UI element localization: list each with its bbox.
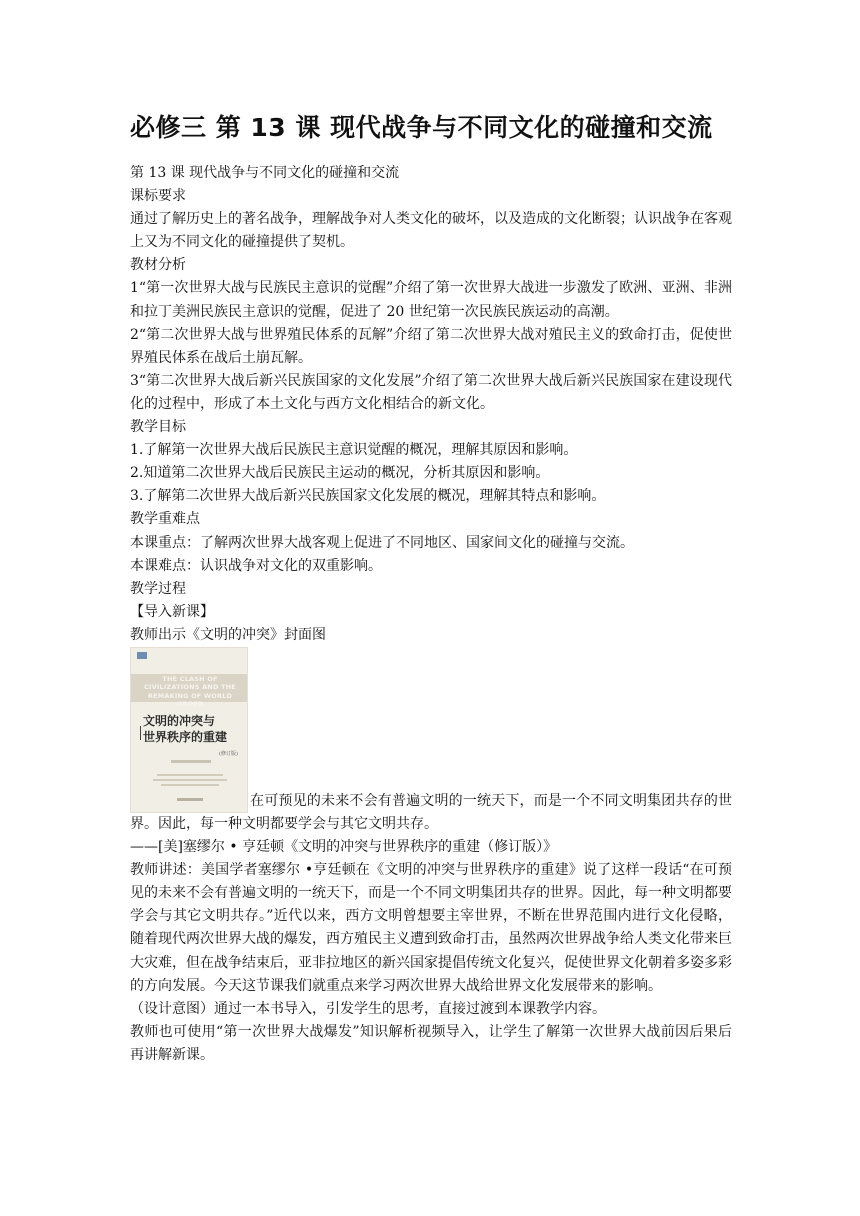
- book-cover-image: [130, 647, 248, 813]
- key-point-text: 本课重点：了解两次世界大战客观上促进了不同地区、国家间文化的碰撞与交流。: [130, 534, 634, 551]
- cover-blurb-line: [153, 779, 227, 781]
- cover-author-line: [171, 760, 211, 763]
- alternative-intro: 教师也可使用“第一次世界大战爆发”知识解析视频导入，让学生了解第一次世界大战前因后果后再讲解新课。: [130, 1023, 732, 1063]
- teacher-shows-cover: 教师出示《文明的冲突》封面图: [130, 626, 326, 643]
- cover-english-title: THE CLASH OF CIVILIZATIONS AND THE REMAKING OF WORLD ORDER: [144, 674, 236, 709]
- analysis-item-2: 2“第二次世界大战与世界殖民体系的瓦解”介绍了第二次世界大战对殖民主义的致命打击，促使世界殖民体系在战后土崩瓦解。: [130, 326, 732, 366]
- cover-blurb-line: [161, 784, 219, 786]
- analysis-item-3: 3“第二次世界大战后新兴民族国家的文化发展”介绍了第二次世界大战后新兴民族国家在建设现代化的过程中，形成了本土文化与西方文化相结合的新文化。: [130, 372, 732, 412]
- curriculum-text: 通过了解历史上的著名战争，理解战争对人类文化的破坏，以及造成的文化断裂；认识战争在客观上又为不同文化的碰撞提供了契机。: [130, 211, 732, 251]
- quote-text: 在可预见的未来不会有普遍文明的一统天下，而是一个不同文明集团共存的世界。因此，每一种文明都要学会与其它文明共存。: [130, 792, 732, 832]
- document-body: [130, 162, 732, 1067]
- cover-publisher-line: [177, 798, 203, 801]
- design-intent: （设计意图）通过一本书导入，引发学生的思考，直接过渡到本课教学内容。: [130, 1000, 606, 1017]
- cover-chinese-title-1: 文明的冲突与: [143, 713, 216, 728]
- objective-item-2: 2.知道第二次世界大战后民族民主运动的概况，分析其原因和影响。: [130, 465, 550, 482]
- section-heading-key-points: 教学重难点: [130, 511, 200, 528]
- section-heading-process: 教学过程: [130, 580, 186, 597]
- objective-item-3: 3.了解第二次世界大战后新兴民族国家文化发展的概况，理解其特点和影响。: [130, 488, 606, 505]
- analysis-item-1: 1“第一次世界大战与民族民主意识的觉醒”介绍了第一次世界大战进一步激发了欧洲、亚洲、非洲和拉丁美洲民族民主意识的觉醒，促进了 20 世纪第一次民族民族运动的高潮。: [130, 280, 732, 320]
- document-title: 必修三 第 13 课 现代战争与不同文化的碰撞和交流: [130, 113, 713, 142]
- difficult-point-text: 本课难点：认识战争对文化的双重影响。: [130, 557, 382, 574]
- section-heading-analysis: 教材分析: [130, 257, 186, 274]
- lesson-heading: 第 13 课 现代战争与不同文化的碰撞和交流: [130, 165, 400, 181]
- cover-title-bar: [140, 726, 141, 740]
- section-heading-curriculum: 课标要求: [130, 188, 186, 205]
- cover-blurb-line: [157, 774, 223, 776]
- quote-source: ——[美]塞缪尔 • 亨廷顿《文明的冲突与世界秩序的重建（修订版）》: [130, 839, 558, 856]
- objective-item-1: 1.了解第一次世界大战后民族民主意识觉醒的概况，理解其原因和影响。: [130, 442, 578, 459]
- intro-heading: 【导入新课】: [130, 603, 214, 620]
- section-heading-objectives: 教学目标: [130, 419, 186, 436]
- publisher-logo: [137, 652, 147, 659]
- figure-line: [130, 647, 732, 836]
- cover-chinese-title-2: 世界秩序的重建: [143, 729, 228, 744]
- cover-edition: (修订版): [219, 750, 238, 757]
- teacher-narration: 教师讲述：美国学者塞缪尔 •亨廷顿在《文明的冲突与世界秩序的重建》说了这样一段话“在可预见的未来不会有普遍文明的一统天下，而是一个不同文明集团共存的世界。因此，每一种文明都要学会与其它文明共存。”近代以来，西方文明曾想要主宰世界，不断在世界范围内进行文化侵略，随着现代两次世界大战的爆发，西方殖民主义遭到致命打击，虽然两次世界战争给人类文化带来巨大灾难，但在战争结束后，亚非拉地区的新兴国家提倡传统文化复兴，促使世界文化朝着多姿多彩的方向发展。今天这节课我们就重点来学习两次世界大战给世界文化发展带来的影响。: [130, 862, 732, 994]
